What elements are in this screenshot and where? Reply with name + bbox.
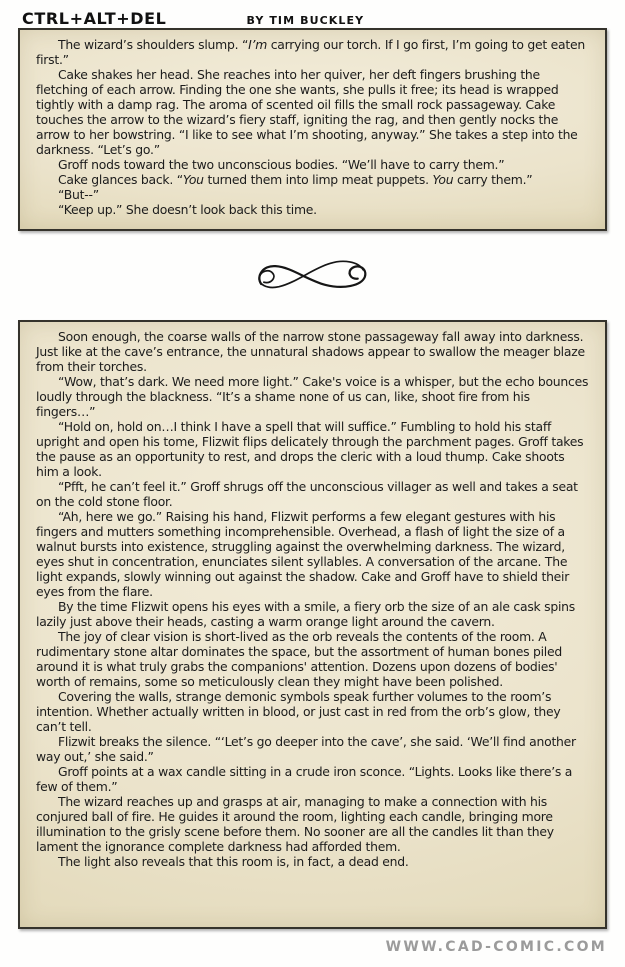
- story-paragraph: “Wow, that’s dark. We need more light.” Cake's voice is a whisper, but the echo bounces loudly through the blackness. “It’s a shame none of us can, like, shoot fire from his fingers…”: [36, 374, 589, 419]
- story-paragraph: Flizwit breaks the silence. “‘Let’s go deeper into the cave’, she said. ‘We’ll find another way out,’ she said.”: [36, 734, 576, 764]
- comic-title: CTRL+ALT+DEL: [22, 9, 167, 28]
- story-paragraph: “But--”: [58, 187, 99, 202]
- story-paragraph: The light also reveals that this room is, in fact, a dead end.: [58, 854, 409, 869]
- story-paragraph: Soon enough, the coarse walls of the narrow stone passageway fall away into darkness. Just like at the cave’s entrance, the unnatural shadows appear to swallow the meager blaze from their torches.: [36, 329, 585, 374]
- calligraphic-flourish-icon: [254, 254, 372, 298]
- story-paragraph: Cake glances back. “You turned them into limp meat puppets. You carry them.”: [58, 172, 533, 187]
- comic-footer: [0, 929, 625, 955]
- site-url: WWW.CAD-COMIC.COM: [385, 939, 607, 955]
- story-paragraph: “Pfft, he can’t feel it.” Groff shrugs off the unconscious villager as well and takes a seat on the cold stone floor.: [36, 479, 578, 509]
- scene-divider: [0, 231, 625, 320]
- story-paragraph: The wizard’s shoulders slump. “I’m carrying our torch. If I go first, I’m going to get eaten first.”: [36, 37, 585, 67]
- story-paragraph: Covering the walls, strange demonic symbols speak further volumes to the room’s intention. Whether actually written in blood, or just cast in red from the orb’s glow, they can’t tell.: [36, 689, 561, 734]
- story-paragraph: By the time Flizwit opens his eyes with a smile, a fiery orb the size of an ale cask spins lazily just above their heads, casting a warm orange light around the cavern.: [36, 599, 575, 629]
- story-paragraph: Groff nods toward the two unconscious bodies. “We’ll have to carry them.”: [58, 157, 505, 172]
- story-paragraph: The wizard reaches up and grasps at air, managing to make a connection with his conjured ball of fire. He guides it around the room, lighting each candle, bringing more illumination to the grisly scene before them. No sooner are all the candles lit than they lament the ignorance complete darkness had afforded them.: [36, 794, 554, 854]
- story-paragraph: “Hold on, hold on…I think I have a spell that will suffice.” Fumbling to hold his staff upright and open his tome, Flizwit flips delicately through the parchment pages. Groff takes the pause as an opportunity to rest, and drops the cleric with a loud thump. Cake shoots him a look.: [36, 419, 584, 479]
- story-panel-2: [18, 320, 607, 929]
- story-paragraph: Groff points at a wax candle sitting in a crude iron sconce. “Lights. Looks like there’s a few of them.”: [36, 764, 573, 794]
- story-paragraph: Cake shakes her head. She reaches into her quiver, her deft fingers brushing the fletching of each arrow. Finding the one she wants, she pulls it free; its head is wrapped tightly with a damp rag. The aroma of scented oil fills the small rock passageway. Cake touches the arrow to the wizard’s fiery staff, igniting the rag, and then gently nocks the arrow to her bowstring. “I like to see what I’m shooting, anyway.” She takes a step into the darkness. “Let’s go.”: [36, 67, 578, 157]
- story-paragraph: “Ah, here we go.” Raising his hand, Flizwit performs a few elegant gestures with his fingers and mutters something incomprehensible. Overhead, a flash of light the size of a walnut bursts into existence, struggling against the overwhelming darkness. The wizard, eyes shut in concentration, enunciates silent syllables. A conversation of the arcane. The light expands, slowly winning out against the shadow. Cake and Groff have to shield their eyes from the flare.: [36, 509, 570, 599]
- story-panel-1: [18, 28, 607, 231]
- comic-byline: BY TIM BUCKLEY: [246, 14, 365, 27]
- story-paragraph: The joy of clear vision is short-lived as the orb reveals the contents of the room. A rudimentary stone altar dominates the space, but the assortment of human bones piled around it is what truly grabs the companions' attention. Dozens upon dozens of bodies' worth of remains, some so meticulously clean they might have been polished.: [36, 629, 562, 689]
- story-paragraph: “Keep up.” She doesn’t look back this time.: [58, 202, 317, 217]
- comic-header: [0, 0, 625, 28]
